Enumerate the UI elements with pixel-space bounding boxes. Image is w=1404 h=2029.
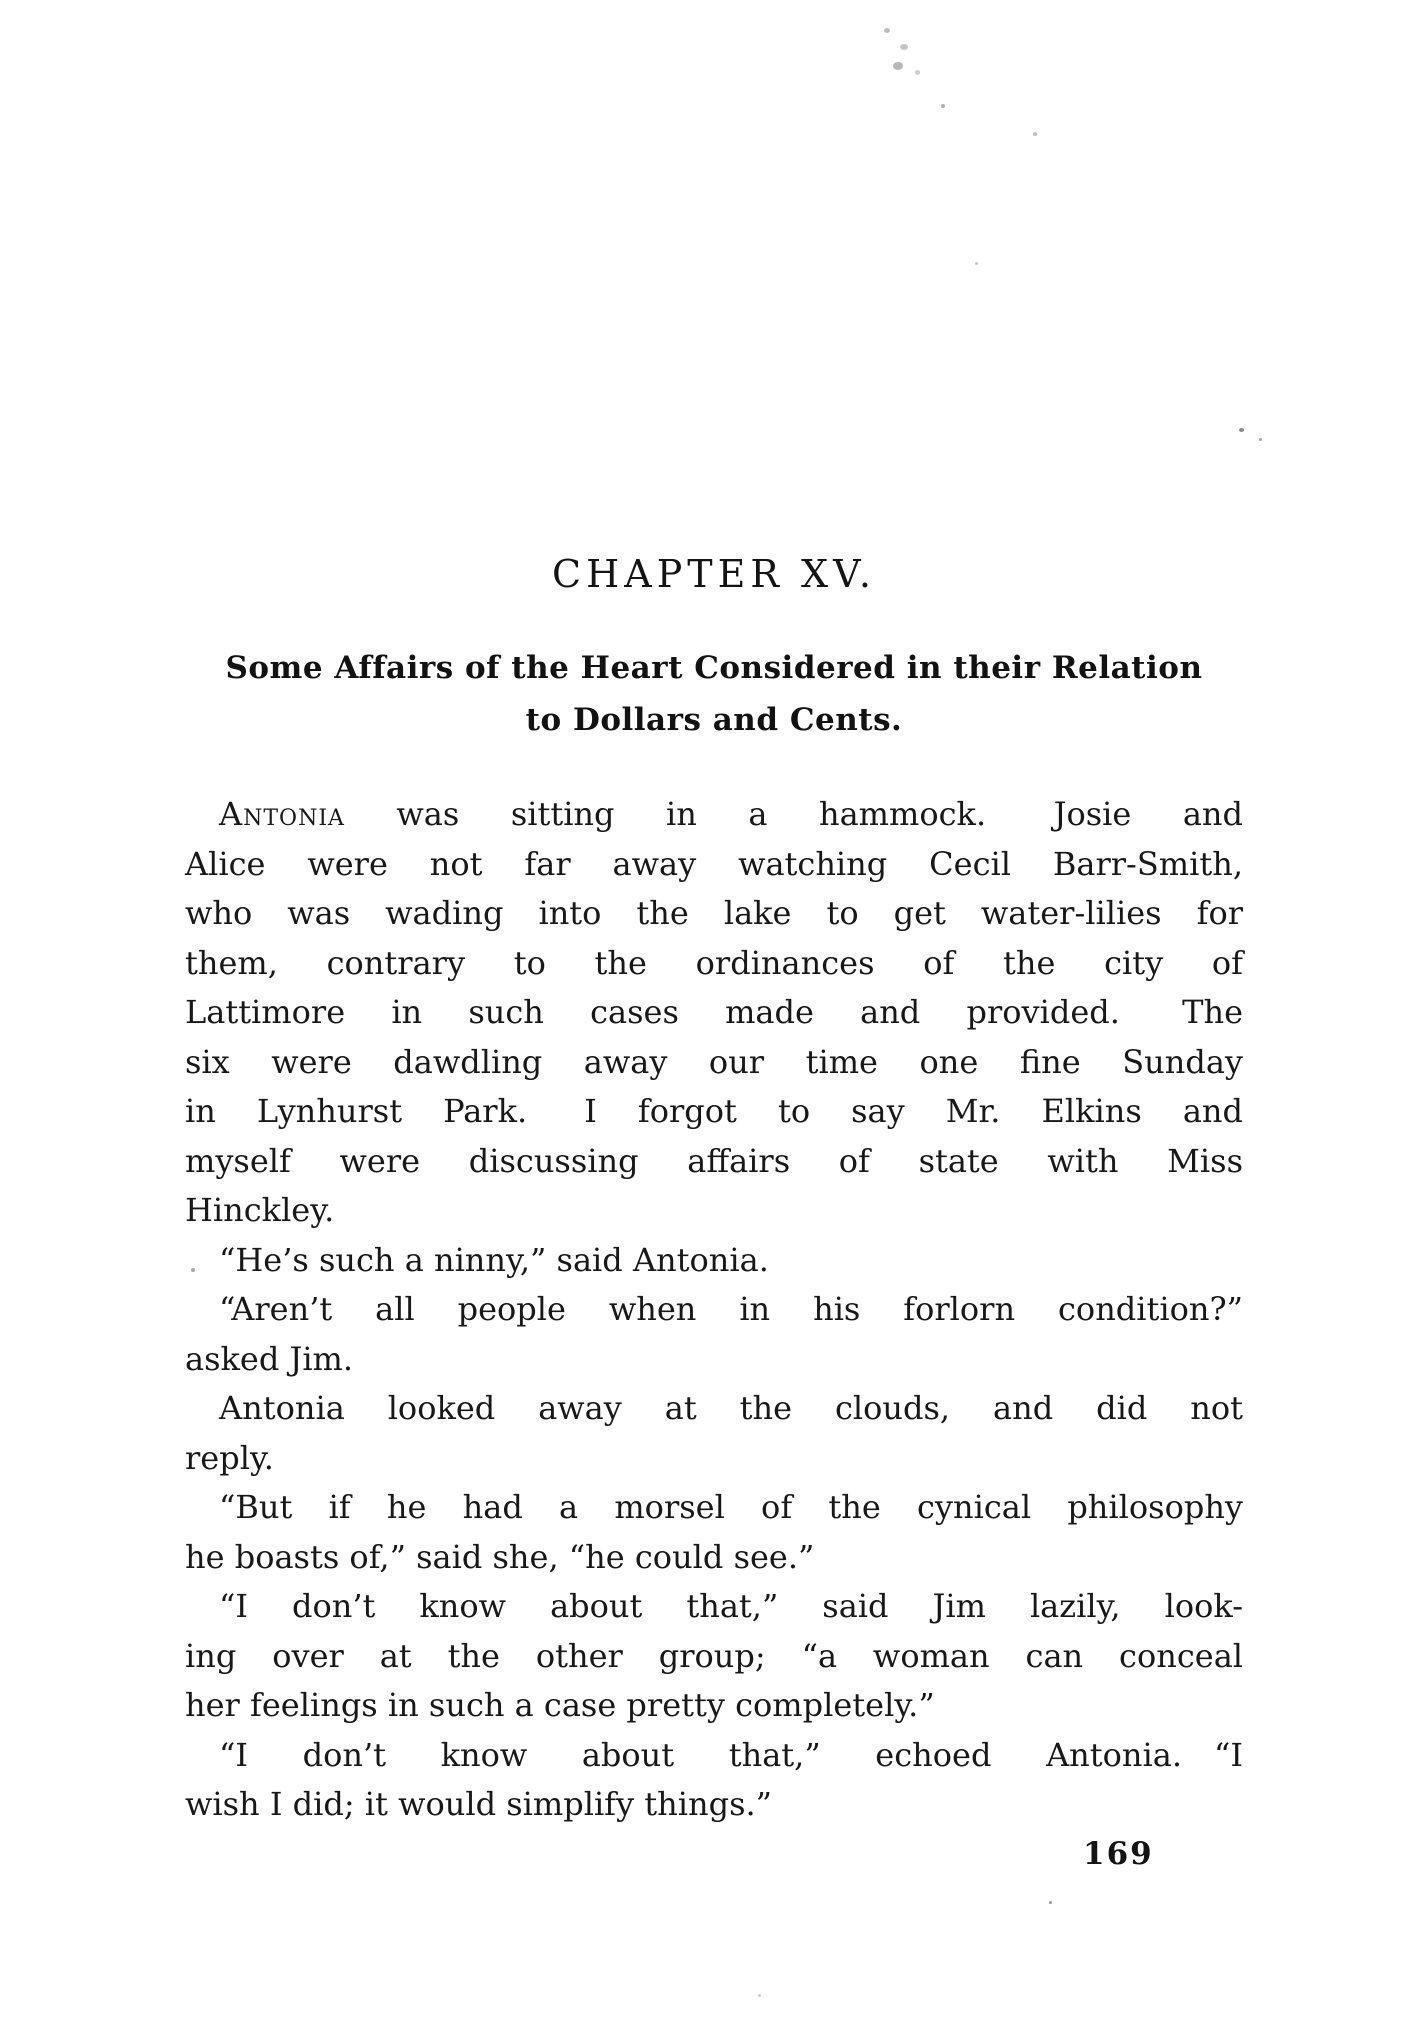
paragraph (185, 1731, 1243, 1830)
text-line: in Lynhurst Park. I forgot to say Mr. Elkins and (185, 1092, 1243, 1130)
scan-speck (758, 1994, 761, 1997)
text-line: wish I did; it would simplify things.” (185, 1785, 773, 1823)
paragraph (185, 1582, 1243, 1731)
text-line: Antonia was sitting in a hammock. Josie and (219, 795, 1243, 833)
chapter-subtitle-line2: to Dollars and Cents. (525, 702, 903, 738)
chapter-subtitle-line1: Some Affairs of the Heart Considered in their Relation (225, 650, 1203, 686)
paragraph (185, 790, 1243, 1236)
scan-speck (1239, 428, 1244, 432)
paragraph (185, 1483, 1243, 1582)
text-line: “He’s such a ninny,” said Antonia. (219, 1240, 769, 1279)
text-line: “I don’t know about that,” said Jim lazily, look- (219, 1587, 1243, 1625)
body-text (185, 790, 1243, 1830)
text-line: asked Jim. (185, 1339, 354, 1378)
lead-word: Antonia (219, 795, 345, 833)
text-line: Lattimore in such cases made and provided. The (185, 993, 1243, 1031)
scan-speck (975, 262, 978, 265)
scan-speck (941, 104, 945, 108)
text-line: Alice were not far away watching Cecil Barr-Smith, (185, 844, 1243, 883)
text-line: “Aren’t all people when in his forlorn condition?” (219, 1290, 1243, 1328)
text-line: reply. (185, 1438, 274, 1477)
page-number: 169 (1083, 1836, 1154, 1872)
text-line: six were dawdling away our time one fine Sunday (185, 1042, 1243, 1081)
text-line: who was wading into the lake to get water-lilies for (185, 894, 1243, 932)
chapter-heading: CHAPTER XV. (552, 552, 876, 596)
chapter-subtitle (185, 642, 1243, 746)
text-line: he boasts of,” said she, “he could see.” (185, 1537, 815, 1576)
paragraph (185, 1236, 1243, 1286)
text-line: Antonia looked away at the clouds, and did not (219, 1389, 1243, 1427)
scan-speck (900, 44, 908, 50)
text-line: Hinckley. (185, 1191, 335, 1229)
text-line: ing over at the other group; “a woman can conceal (185, 1636, 1243, 1675)
paragraph (185, 1285, 1243, 1384)
scan-speck (1033, 132, 1037, 136)
scan-speck (1049, 1901, 1052, 1904)
scan-speck (1259, 438, 1262, 441)
scan-speck (915, 70, 920, 75)
text-line: her feelings in such a case pretty completely.” (185, 1686, 935, 1724)
text-line: “But if he had a morsel of the cynical philosophy (219, 1488, 1243, 1526)
paragraph (185, 1384, 1243, 1483)
text-line: “I don’t know about that,” echoed Antonia. “I (219, 1735, 1243, 1774)
text-line: myself were discussing affairs of state with Miss (185, 1141, 1243, 1180)
scan-speck (884, 28, 890, 33)
text-line: them, contrary to the ordinances of the city of (185, 943, 1243, 982)
scan-speck (893, 62, 903, 70)
